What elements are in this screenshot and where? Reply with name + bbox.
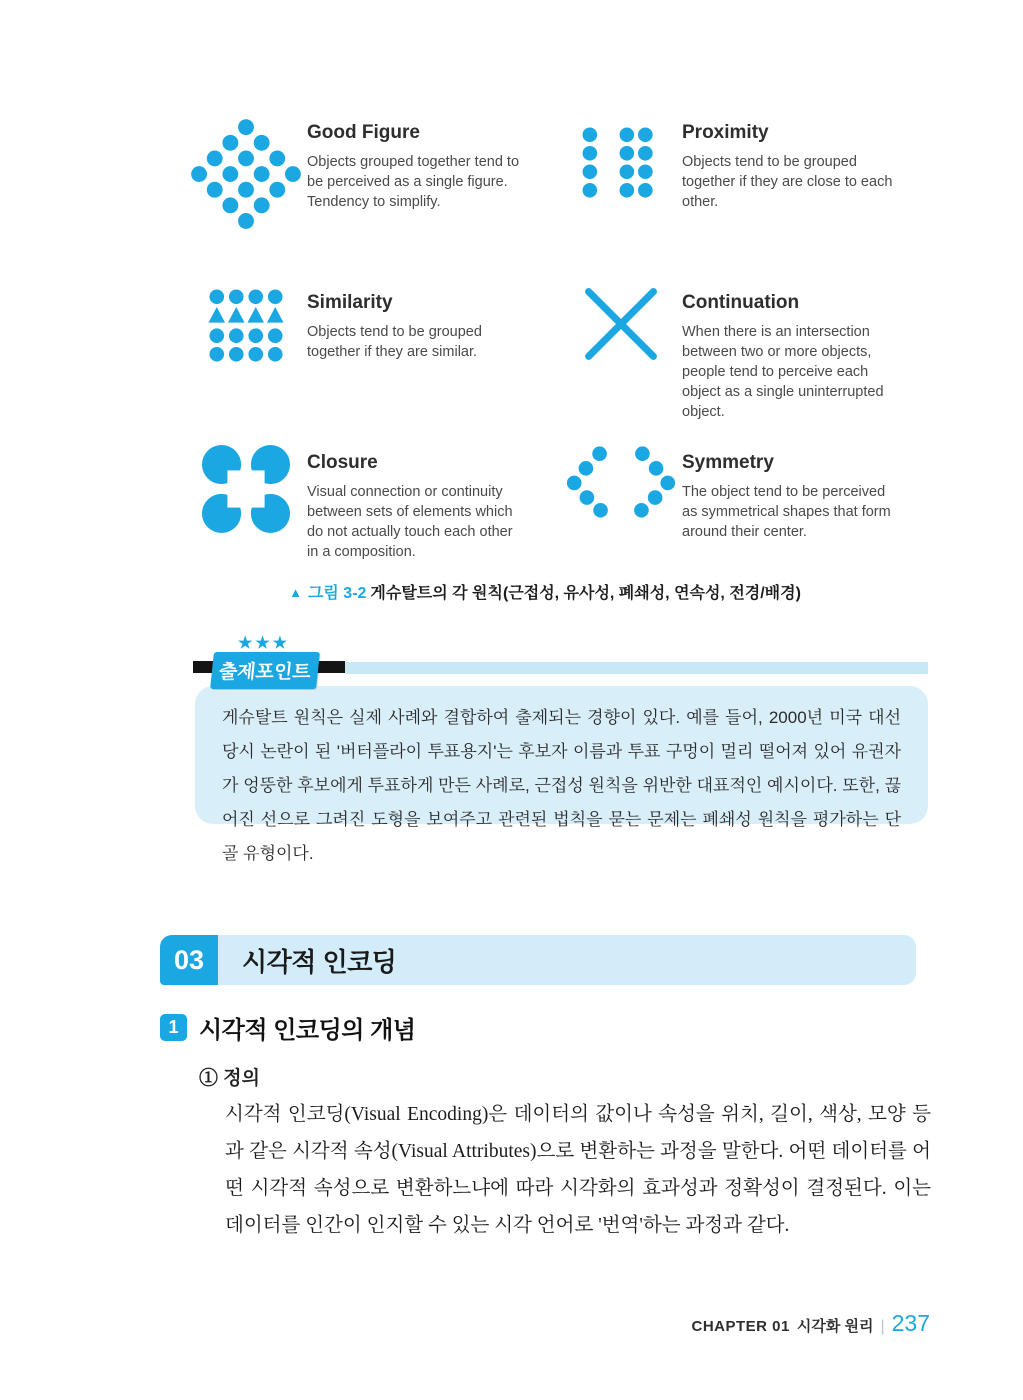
gestalt-item-symmetry bbox=[560, 442, 935, 562]
principle-description: When there is an intersection between two or more objects, people tend to perceive each object as a single uninterrupted object. bbox=[682, 324, 884, 420]
similarity-icon bbox=[185, 282, 307, 364]
caption-triangle-icon: ▲ bbox=[289, 585, 302, 600]
callout-rule-blue bbox=[345, 662, 928, 674]
gestalt-principles-figure bbox=[185, 112, 935, 562]
principle-title: Good Figure bbox=[307, 122, 420, 143]
exam-point-badge: 출제포인트 bbox=[210, 652, 320, 689]
figure-caption-text: 게슈탈트의 각 원칙(근접성, 유사성, 폐쇄성, 연속성, 전경/배경) bbox=[370, 585, 801, 602]
principle-title: Symmetry bbox=[682, 452, 774, 473]
proximity-icon bbox=[560, 112, 682, 200]
subsection-header bbox=[160, 1010, 416, 1045]
section-title: 시각적 인코딩 bbox=[218, 935, 916, 985]
definition-body: 시각적 인코딩(Visual Encoding)은 데이터의 값이나 속성을 위치, 길이, 색상, 모양 등과 같은 시각적 속성(Visual Attributes)으로 변환하는 과정을 말한다. 어떤 데이터를 어떤 시각적 속성으로 변환하느냐에 따라 시각화의 효과성과 정확성이 결정된다. 이는 데이터를 인간이 인지할 수 있는 시각 언어로 '번역'하는 과정과 같다. bbox=[225, 1104, 931, 1236]
gestalt-item-good-figure bbox=[185, 112, 560, 282]
symmetry-icon bbox=[560, 442, 682, 520]
closure-icon bbox=[185, 442, 307, 534]
principle-description: Visual connection or continuity between sets of elements which do not actually touch each other in a composition. bbox=[307, 484, 513, 560]
section-header bbox=[160, 935, 916, 985]
footer-separator: | bbox=[880, 1318, 885, 1335]
principle-description: The object tend to be perceived as symmetrical shapes that form around their center. bbox=[682, 484, 891, 540]
page-number: 237 bbox=[891, 1310, 930, 1336]
principle-title: Closure bbox=[307, 452, 378, 473]
gestalt-item-closure bbox=[185, 442, 560, 562]
continuation-icon bbox=[560, 282, 682, 364]
footer-chapter-label: CHAPTER 01 bbox=[691, 1318, 790, 1335]
principle-description: Objects grouped together tend to be perceived as a single figure. Tendency to simplify. bbox=[307, 154, 520, 210]
subsection-title: 시각적 인코딩의 개념 bbox=[199, 1017, 416, 1044]
gestalt-item-proximity bbox=[560, 112, 935, 282]
section-number-badge: 03 bbox=[160, 935, 218, 985]
subsection-number-badge: 1 bbox=[160, 1014, 187, 1041]
principle-description: Objects tend to be grouped together if they are close to each other. bbox=[682, 154, 893, 210]
exam-point-body: 게슈탈트 원칙은 실제 사례와 결합하여 출제되는 경향이 있다. 예를 들어, 2000년 미국 대선 당시 논란이 된 '버터플라이 투표용지'는 후보자 이름과 투표 구멍이 멀리 떨어져 있어 유권자가 엉뚱한 후보에게 투표하게 만든 사례로, 근접성 원칙을 위반한 대표적인 예시이다. 또한, 끊어진 선으로 그려진 도형을 보여주고 관련된 법칙을 묻는 문제는 폐쇄성 원칙을 평가하는 단골 유형이다. bbox=[195, 686, 928, 824]
definition-heading: ① 정의 bbox=[199, 1068, 260, 1089]
principle-title: Similarity bbox=[307, 292, 393, 313]
figure-number: 그림 3-2 bbox=[307, 585, 367, 602]
figure-caption bbox=[160, 580, 930, 603]
star-rating-icon: ★★★ bbox=[238, 635, 291, 652]
principle-title: Continuation bbox=[682, 292, 800, 313]
page-footer bbox=[691, 1310, 930, 1337]
principle-description: Objects tend to be grouped together if they are similar. bbox=[307, 324, 482, 360]
good-figure-icon bbox=[185, 112, 307, 230]
principle-title: Proximity bbox=[682, 122, 769, 143]
footer-chapter-title: 시각화 원리 bbox=[796, 1318, 874, 1335]
gestalt-item-similarity bbox=[185, 282, 560, 442]
gestalt-item-continuation bbox=[560, 282, 935, 442]
